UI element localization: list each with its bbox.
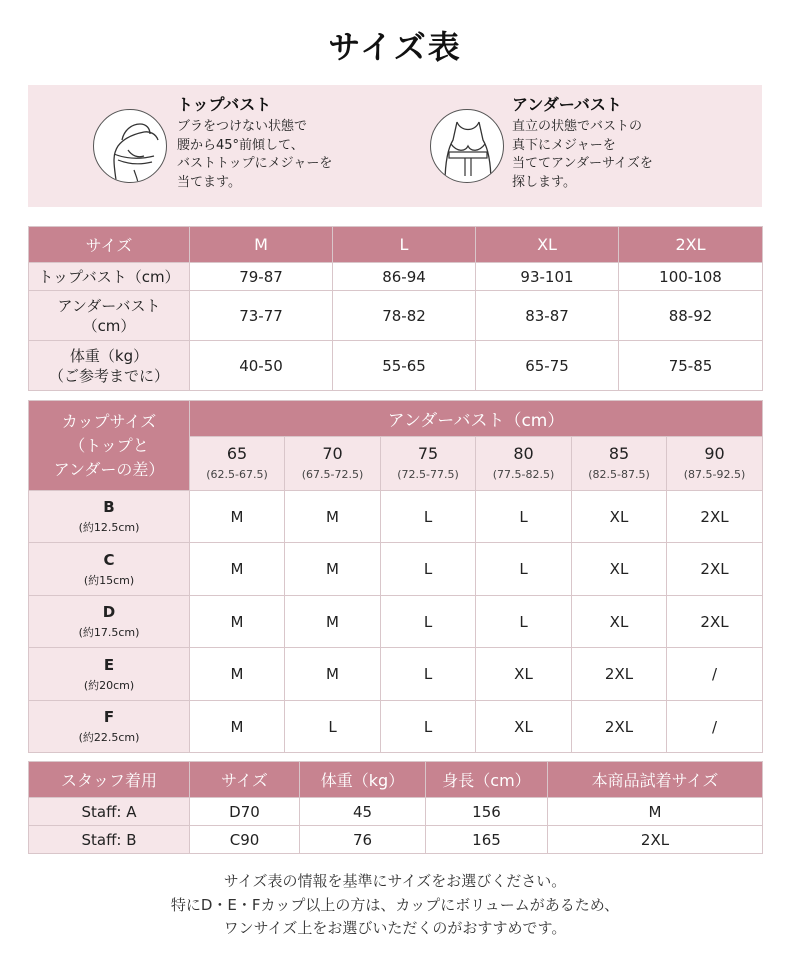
staff-table — [28, 761, 763, 854]
under-size-cell — [381, 437, 476, 491]
table-cell: 76 — [300, 826, 426, 854]
table-row — [29, 826, 763, 854]
table-cell: 73-77 — [190, 291, 333, 341]
table-cell: 2XL — [667, 491, 763, 543]
size-table-header — [29, 227, 763, 263]
cup-table-band-row — [29, 401, 763, 437]
staff-table-header — [29, 762, 763, 798]
table-cell: M — [285, 491, 381, 543]
under-size-cell — [476, 437, 572, 491]
table-cell: L — [285, 701, 381, 753]
under-bust-line: 探します。 — [512, 174, 576, 190]
row-label — [29, 263, 190, 291]
table-cell: XL — [572, 543, 667, 596]
table-cell: L — [381, 596, 476, 648]
table-cell: 2XL — [572, 701, 667, 753]
header-cell: サイズ — [29, 227, 190, 263]
header-cell: M — [190, 227, 333, 263]
note-line: サイズ表の情報を基準にサイズをお選びください。 — [223, 872, 567, 890]
top-bust-line: 腰から45°前傾して、 — [177, 137, 304, 153]
note-line: 特にD・E・Fカップ以上の方は、カップにボリュームがあるため、 — [170, 895, 620, 914]
under-bust-text — [512, 95, 742, 192]
table-cell: / — [667, 701, 763, 753]
page-title: サイズ表 — [328, 28, 462, 66]
table-cell: M — [190, 543, 285, 596]
under-size-cell — [190, 437, 285, 491]
under-size: 85 — [608, 444, 630, 463]
under-range: (87.5-92.5) — [683, 468, 746, 481]
cup-row-label — [29, 491, 190, 543]
row-label-text: 体重（kg） — [69, 346, 149, 365]
cup-note: (約22.5cm) — [78, 731, 140, 744]
header-cell: スタッフ着用 — [29, 762, 190, 798]
staff-name: Staff: B — [29, 826, 190, 854]
table-cell: C90 — [190, 826, 300, 854]
row-label — [29, 341, 190, 391]
top-bust-heading: トップバスト — [177, 95, 272, 114]
size-table — [28, 226, 763, 391]
cup-note: (約15cm) — [83, 573, 135, 587]
table-cell: D70 — [190, 798, 300, 826]
under-range: (82.5-87.5) — [588, 468, 650, 481]
table-row — [29, 596, 763, 648]
table-cell: L — [381, 701, 476, 753]
cup-corner-header — [29, 401, 190, 491]
under-size-cell — [667, 437, 763, 491]
under-size-cell — [572, 437, 667, 491]
cup-row-label — [29, 648, 190, 701]
table-cell: 2XL — [572, 648, 667, 701]
table-cell: XL — [476, 648, 572, 701]
header-cell: XL — [476, 227, 619, 263]
under-range: (67.5-72.5) — [301, 468, 364, 481]
corner-text: カップサイズ — [61, 411, 157, 431]
table-cell: 93-101 — [476, 263, 619, 291]
table-cell: XL — [572, 491, 667, 543]
cup-letter: B — [103, 498, 115, 516]
cup-note: (約17.5cm) — [78, 626, 140, 639]
top-bust-line: ブラをつけない状態で — [177, 119, 308, 134]
table-cell: L — [476, 491, 572, 543]
cup-letter: F — [103, 708, 115, 726]
row-label-text: アンダーバスト — [57, 296, 161, 315]
table-cell: 75-85 — [619, 341, 763, 391]
table-cell: M — [548, 798, 763, 826]
under-bust-line: 直立の状態でバストの — [512, 119, 643, 134]
header-cell: サイズ — [190, 762, 300, 798]
under-size: 65 — [226, 444, 248, 463]
top-bust-line: 当てます。 — [177, 174, 241, 190]
table-row — [29, 543, 763, 596]
table-cell: L — [381, 491, 476, 543]
table-cell: M — [190, 596, 285, 648]
under-size: 80 — [513, 444, 534, 463]
table-row — [29, 263, 763, 291]
under-size: 75 — [417, 444, 439, 463]
table-row — [29, 798, 763, 826]
under-range: (62.5-67.5) — [206, 468, 268, 481]
table-cell: 86-94 — [333, 263, 476, 291]
corner-text: アンダーの差） — [53, 459, 165, 479]
table-cell: 78-82 — [333, 291, 476, 341]
row-label-text: （cm） — [82, 316, 136, 335]
table-cell: 65-75 — [476, 341, 619, 391]
table-row — [29, 341, 763, 391]
under-range: (77.5-82.5) — [492, 468, 555, 481]
under-bust-measure-icon — [430, 109, 504, 183]
staff-name: Staff: A — [29, 798, 190, 826]
top-bust-measure-icon — [93, 109, 167, 183]
under-size: 90 — [704, 444, 725, 463]
table-cell: M — [190, 491, 285, 543]
cup-note: (約12.5cm) — [78, 521, 140, 534]
cup-letter: D — [102, 603, 116, 621]
under-bust-line: 当ててアンダーサイズを — [512, 156, 653, 171]
cup-row-label — [29, 543, 190, 596]
table-row — [29, 291, 763, 341]
table-cell: M — [285, 648, 381, 701]
measurement-guide — [28, 85, 762, 207]
table-cell: M — [285, 543, 381, 596]
size-note — [0, 870, 790, 941]
table-cell: 2XL — [667, 596, 763, 648]
table-cell: / — [667, 648, 763, 701]
header-cell: 身長（cm） — [426, 762, 548, 798]
table-row — [29, 701, 763, 753]
header-cell: 本商品試着サイズ — [548, 762, 763, 798]
table-cell: L — [381, 543, 476, 596]
header-cell: L — [333, 227, 476, 263]
note-line: ワンサイズ上をお選びいただくのがおすすめです。 — [223, 919, 567, 937]
table-cell: 45 — [300, 798, 426, 826]
cup-row-label — [29, 596, 190, 648]
table-cell: 156 — [426, 798, 548, 826]
cup-row-label — [29, 701, 190, 753]
top-bust-line: バストトップにメジャーを — [177, 156, 333, 171]
table-cell: L — [381, 648, 476, 701]
cup-note: (約20cm) — [83, 678, 135, 692]
table-cell: 88-92 — [619, 291, 763, 341]
table-cell: M — [190, 701, 285, 753]
table-row — [29, 491, 763, 543]
table-cell: 79-87 — [190, 263, 333, 291]
row-label-text: トップバスト（cm） — [38, 267, 180, 286]
table-cell: 55-65 — [333, 341, 476, 391]
table-cell: 40-50 — [190, 341, 333, 391]
under-bust-band-header: アンダーバスト（cm） — [190, 401, 763, 437]
table-cell: M — [285, 596, 381, 648]
under-bust-line: 真下にメジャーを — [512, 137, 616, 153]
table-cell: 2XL — [548, 826, 763, 854]
cup-size-table — [28, 400, 763, 753]
cup-letter: E — [103, 655, 115, 674]
table-cell: 100-108 — [619, 263, 763, 291]
top-bust-text — [177, 95, 407, 192]
table-cell: 83-87 — [476, 291, 619, 341]
row-label-text: （ご参考までに） — [48, 366, 169, 385]
under-size-cell — [285, 437, 381, 491]
table-cell: 2XL — [667, 543, 763, 596]
table-cell: L — [476, 543, 572, 596]
header-cell: 体重（kg） — [300, 762, 426, 798]
cup-letter: C — [103, 550, 115, 569]
table-cell: 165 — [426, 826, 548, 854]
row-label — [29, 291, 190, 341]
header-cell: 2XL — [619, 227, 763, 263]
table-cell: L — [476, 596, 572, 648]
under-range: (72.5-77.5) — [397, 468, 459, 481]
table-cell: XL — [476, 701, 572, 753]
under-size: 70 — [322, 444, 343, 463]
table-row — [29, 648, 763, 701]
corner-text: （トップと — [69, 435, 149, 455]
table-cell: XL — [572, 596, 667, 648]
under-bust-heading: アンダーバスト — [512, 95, 622, 114]
table-cell: M — [190, 648, 285, 701]
